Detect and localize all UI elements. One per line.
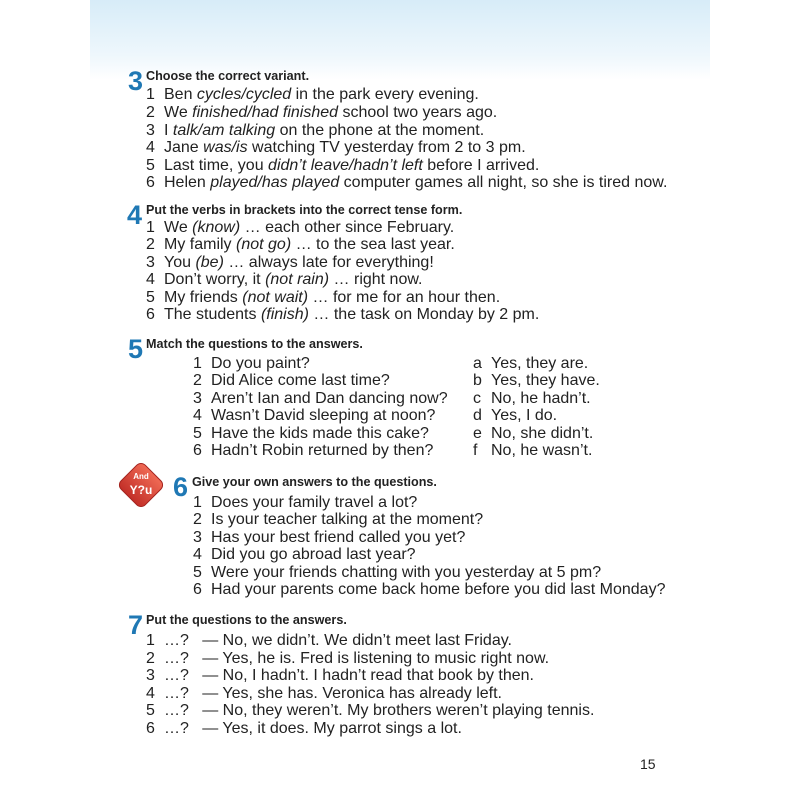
and-you-badge-icon <box>118 462 164 508</box>
list-item: 4 Jane was/is watching TV yesterday from 2 to 3 pm. <box>146 139 526 156</box>
list-item: 6 The students (finish) … the task on Monday by 2 pm. <box>146 306 540 323</box>
list-item: 2 My family (not go) … to the sea last year. <box>146 236 455 253</box>
exercise-title: Match the questions to the answers. <box>146 337 363 351</box>
answer-item: d Yes, I do. <box>473 407 558 424</box>
list-item: 1 We (know) … each other since February. <box>146 219 455 236</box>
list-item: 5 …? — No, they weren’t. My brothers weren’t playing tennis. <box>146 702 595 719</box>
exercise-title: Give your own answers to the questions. <box>192 475 437 489</box>
list-item: 4 Don’t worry, it (not rain) … right now. <box>146 271 423 288</box>
list-item: 3 You (be) … always late for everything! <box>146 254 434 271</box>
exercise-number: 6 <box>173 472 188 502</box>
list-item: 2 We finished/had finished school two years ago. <box>146 104 498 121</box>
exercise-number: 3 <box>128 66 143 96</box>
svg-text:Y?u: Y?u <box>129 483 153 497</box>
list-item: 6 Hadn’t Robin returned by then? <box>193 442 434 459</box>
svg-text:And: And <box>133 472 149 481</box>
list-item: 5 Last time, you didn’t leave/hadn’t left before I arrived. <box>146 157 540 174</box>
list-item: 1 Do you paint? <box>193 355 310 372</box>
page-number: 15 <box>640 756 656 772</box>
exercise-number: 5 <box>128 334 143 364</box>
list-item: 1 Ben cycles/cycled in the park every evening. <box>146 86 479 103</box>
exercise-number: 7 <box>128 610 143 640</box>
list-item: 2 …? — Yes, he is. Fred is listening to music right now. <box>146 650 550 667</box>
answer-item: f No, he wasn’t. <box>473 442 593 459</box>
list-item: 6 …? — Yes, it does. My parrot sings a lot. <box>146 720 462 737</box>
answer-item: e No, she didn’t. <box>473 425 594 442</box>
answer-item: a Yes, they are. <box>473 355 589 372</box>
list-item: 3 I talk/am talking on the phone at the moment. <box>146 122 485 139</box>
exercise-title: Put the questions to the answers. <box>146 613 347 627</box>
answer-item: c No, he hadn’t. <box>473 390 591 407</box>
list-item: 6 Had your parents come back home before you did last Monday? <box>193 581 666 598</box>
list-item: 4 Did you go abroad last year? <box>193 546 416 563</box>
list-item: 5 Were your friends chatting with you yesterday at 5 pm? <box>193 564 602 581</box>
list-item: 3 …? — No, I hadn’t. I hadn’t read that book by then. <box>146 667 534 684</box>
list-item: 3 Aren’t Ian and Dan dancing now? <box>193 390 448 407</box>
list-item: 2 Is your teacher talking at the moment? <box>193 511 484 528</box>
exercise-title: Put the verbs in brackets into the correct tense form. <box>146 203 463 217</box>
list-item: 1 Does your family travel a lot? <box>193 494 418 511</box>
answer-item: b Yes, they have. <box>473 372 600 389</box>
list-item: 5 Have the kids made this cake? <box>193 425 429 442</box>
list-item: 4 Wasn’t David sleeping at noon? <box>193 407 436 424</box>
list-item: 2 Did Alice come last time? <box>193 372 390 389</box>
list-item: 6 Helen played/has played computer games all night, so she is tired now. <box>146 174 668 191</box>
list-item: 1 …? — No, we didn’t. We didn’t meet last Friday. <box>146 632 512 649</box>
list-item: 3 Has your best friend called you yet? <box>193 529 466 546</box>
list-item: 5 My friends (not wait) … for me for an hour then. <box>146 289 501 306</box>
list-item: 4 …? — Yes, she has. Veronica has already left. <box>146 685 502 702</box>
exercise-title: Choose the correct variant. <box>146 69 310 83</box>
exercise-number: 4 <box>127 200 142 230</box>
